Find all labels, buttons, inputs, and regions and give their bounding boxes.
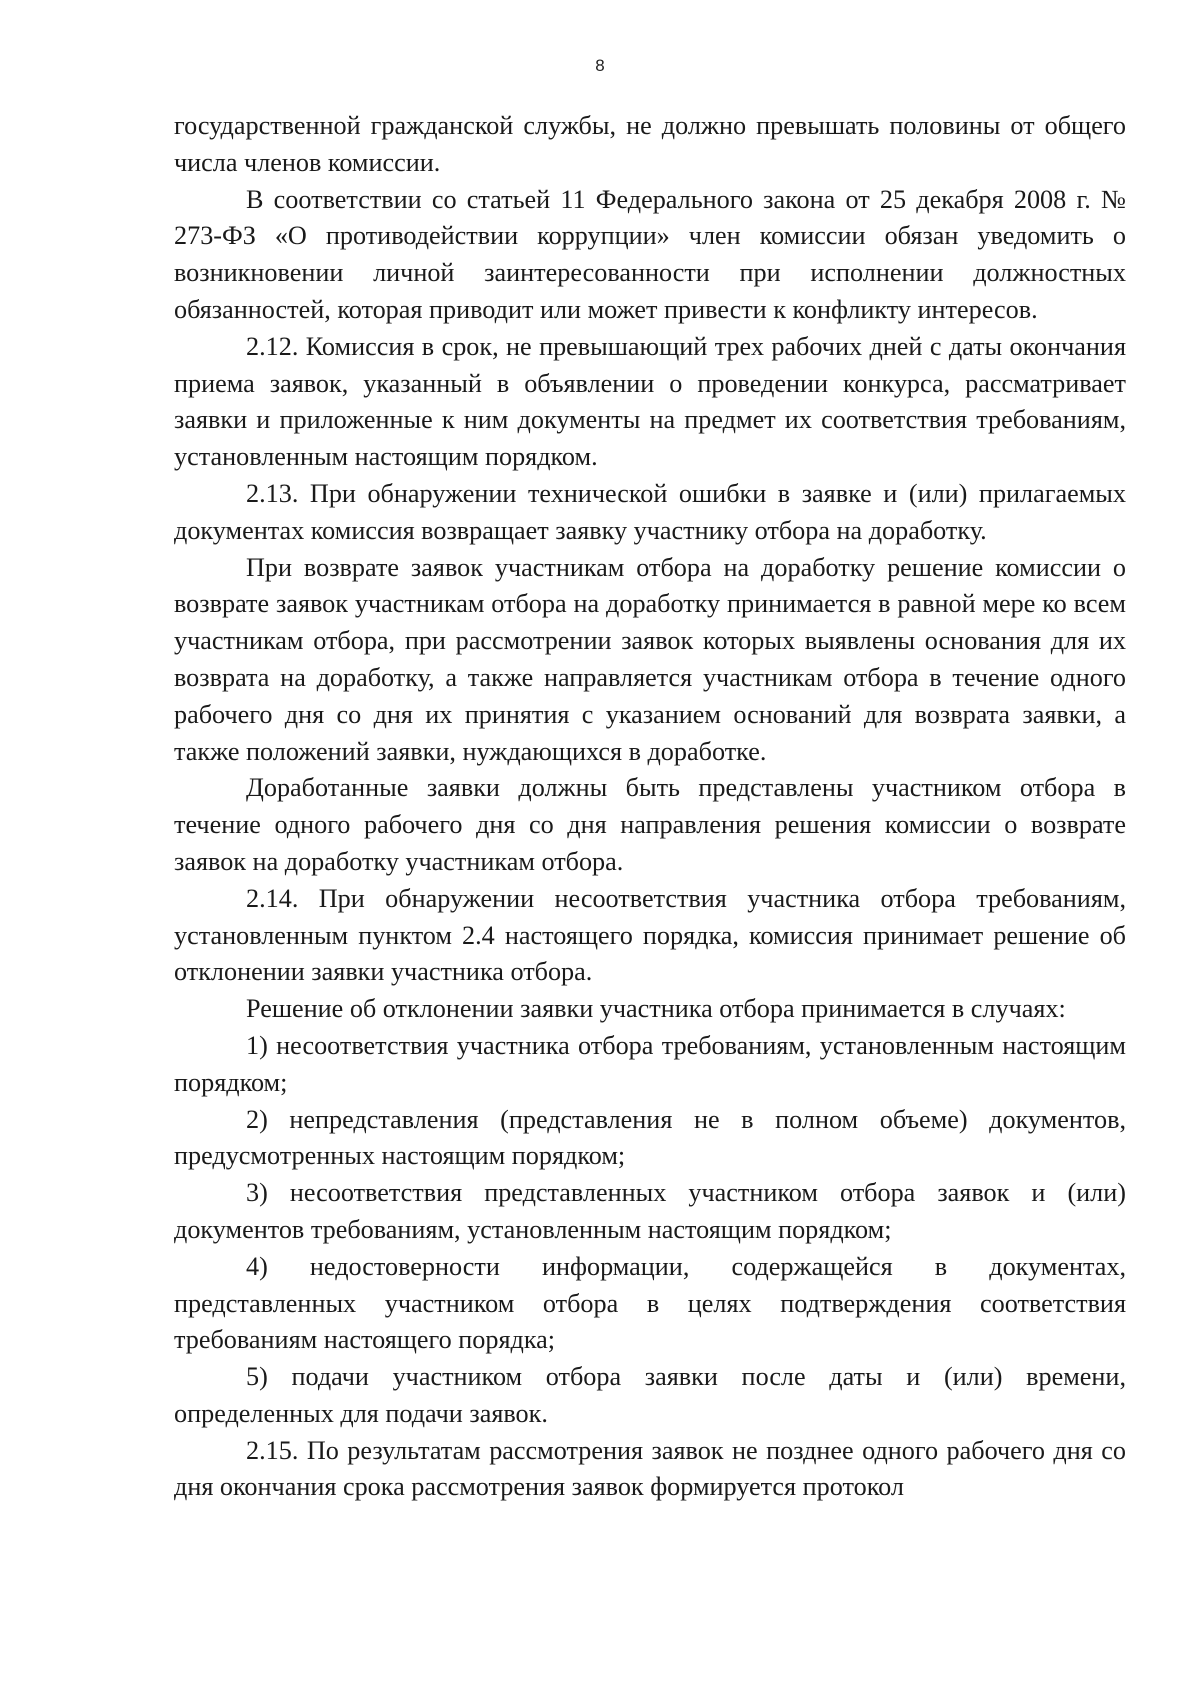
paragraph-revised-applications: Доработанные заявки должны быть представлены участником отбора в течение одного рабочего дня со дня направления решения комиссии о возврате заявок на доработку участникам отбора. [174, 773, 1126, 876]
paragraph-2-12: 2.12. Комиссия в срок, не превышающий трех рабочих дней с даты окончания приема заявок, указанный в объявлении о проведении конкурса, рассматривает заявки и приложенные к ним документы на предмет их соответствия требованиям, установленным настоящим порядком. [174, 331, 1126, 472]
page-number: 8 [595, 56, 605, 75]
list-item-4: 4) недостоверности информации, содержащейся в документах, представленных участником отбора в целях подтверждения соответствия требованиям настоящего порядка; [174, 1251, 1126, 1355]
paragraph-continuation: государственной гражданской службы, не должно превышать половины от общего числа членов комиссии. [174, 111, 1126, 177]
paragraph-2-13: 2.13. При обнаружении технической ошибки в заявке и (или) прилагаемых документах комиссия возвращает заявку участнику отбора на доработку. [174, 478, 1126, 545]
paragraph-2-14: 2.14. При обнаружении несоответствия участника отбора требованиям, установленным пунктом 2.4 настоящего порядка, комиссия принимает решение об отклонении заявки участника отбора. [174, 883, 1126, 987]
list-item-3: 3) несоответствия представленных участником отбора заявок и (или) документов требованиям, установленным настоящим порядком; [174, 1178, 1126, 1244]
document-body [174, 108, 1126, 1506]
paragraph-conflict-of-interest: В соответствии со статьей 11 Федерального закона от 25 декабря 2008 г. № 273-ФЗ «О противодействии коррупции» член комиссии обязан уведомить о возникновении личной заинтересованности при исполнении должностных обязанностей, которая приводит или может привести к конфликту интересов. [174, 184, 1126, 324]
list-item-1: 1) несоответствия участника отбора требованиям, установленным настоящим порядком; [174, 1030, 1126, 1097]
list-item-2: 2) непредставления (представления не в полном объеме) документов, предусмотренных настоящим порядком; [174, 1104, 1126, 1171]
paragraph-rejection-cases: Решение об отклонении заявки участника отбора принимается в случаях: [246, 994, 1066, 1024]
paragraph-return-for-revision: При возврате заявок участникам отбора на доработку решение комиссии о возврате заявок участникам отбора на доработку принимается в равной мере ко всем участникам отбора, при рассмотрении заявок которых выявлены основания для их возврата на доработку, а также направляется участникам отбора в течение одного рабочего дня со дня их принятия с указанием оснований для возврата заявки, а также положений заявки, нуждающихся в доработке. [174, 552, 1126, 766]
list-item-5: 5) подачи участником отбора заявки после даты и (или) времени, определенных для подачи заявок. [174, 1362, 1126, 1428]
paragraph-2-15: 2.15. По результатам рассмотрения заявок не позднее одного рабочего дня со дня окончания срока рассмотрения заявок формируется протокол [174, 1435, 1126, 1502]
